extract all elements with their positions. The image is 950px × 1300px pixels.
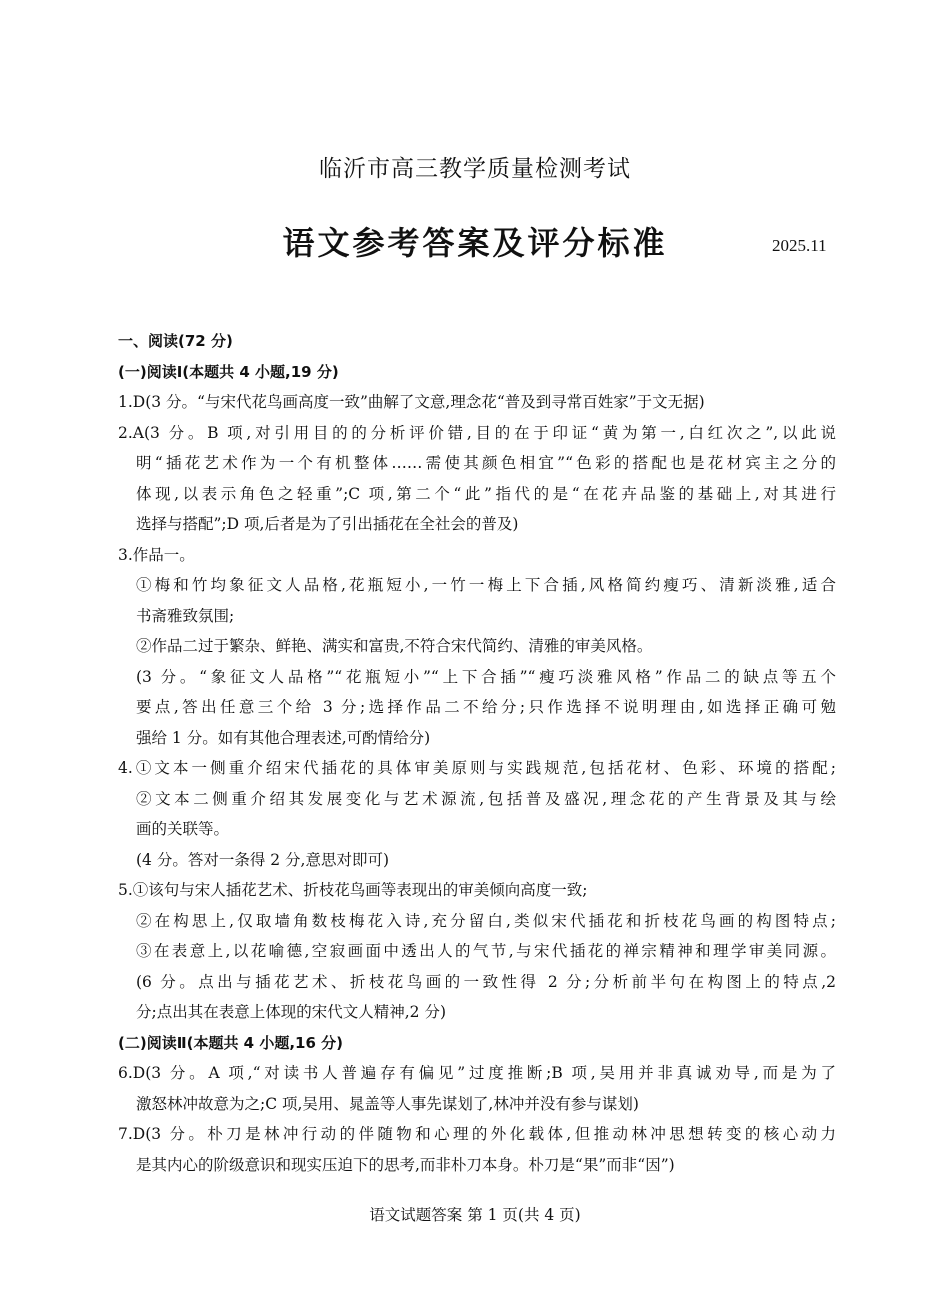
answer-line: 激怒林冲故意为之;C 项,吴用、晁盖等人事先谋划了,林冲并没有参与谋划): [136, 1094, 639, 1113]
answer-line: 是其内心的阶级意识和现实压迫下的思考,而非朴刀本身。朴刀是“果”而非“因”): [136, 1155, 675, 1174]
answer-line: 选择与搭配”;D 项,后者是为了引出插花在全社会的普及): [136, 515, 519, 533]
section-heading: 一、阅读(72 分): [118, 332, 233, 350]
subsection-heading: (二)阅读Ⅱ(本题共 4 小题,16 分): [118, 1033, 343, 1052]
exam-date: 2025.11: [772, 236, 827, 255]
answer-line: ②文本二侧重介绍其发展变化与艺术源流,包括普及盛况,理念花的产生背景及其与绘: [136, 789, 836, 808]
answer-line: 体现,以表示角色之轻重”;C 项,第二个“此”指代的是“在花卉品鉴的基础上,对其进行: [136, 484, 836, 503]
answer-line: 画的关联等。: [136, 820, 230, 838]
answer-line: 1.D(3 分。“与宋代花鸟画高度一致”曲解了文意,理念花“普及到寻常百姓家”于文无据): [118, 393, 705, 411]
answer-line: 4.①文本一侧重介绍宋代插花的具体审美原则与实践规范,包括花材、色彩、环境的搭配;: [118, 759, 836, 777]
answer-line: 2.A(3 分。B 项,对引用目的的分析评价错,目的在于印证“黄为第一,白红次之”,以此说: [118, 423, 836, 442]
answer-line: ②作品二过于繁杂、鲜艳、满实和富贵,不符合宋代简约、清雅的审美风格。: [136, 637, 653, 655]
answer-line: 5.①该句与宋人插花艺术、折枝花鸟画等表现出的审美倾向高度一致;: [118, 881, 588, 899]
page-footer: 语文试题答案 第 1 页(共 4 页): [369, 1206, 581, 1224]
page-title: 语文参考答案及评分标准: [282, 224, 668, 262]
scoring-note: (4 分。答对一条得 2 分,意思对即可): [136, 850, 390, 869]
scoring-note: (3 分。“象征文人品格”“花瓶短小”“上下合插”“瘦巧淡雅风格”作品二的缺点等五个: [136, 667, 836, 686]
scoring-note: 分;点出其在表意上体现的宋代文人精神,2 分): [136, 1003, 446, 1021]
answer-line: ②在构思上,仅取墙角数枝梅花入诗,充分留白,类似宋代插花和折枝花鸟画的构图特点;: [136, 911, 836, 930]
answer-line: 3.作品一。: [118, 545, 195, 564]
answer-body: [118, 326, 836, 1180]
answer-line: 6.D(3 分。A 项,“对读书人普遍存有偏见”过度推断;B 项,吴用并非真诚劝导,而是为了: [118, 1064, 836, 1082]
answer-line: 7.D(3 分。朴刀是林冲行动的伴随物和心理的外化载体,但推动林冲思想转变的核心动力: [118, 1125, 836, 1143]
scoring-note: (6 分。点出与插花艺术、折枝花鸟画的一致性得 2 分;分析前半句在构图上的特点,2: [136, 972, 836, 991]
scoring-note: 强给 1 分。如有其他合理表述,可酌情给分): [136, 728, 431, 747]
answer-line: 明“插花艺术作为一个有机整体……需使其颜色相宜”“色彩的搭配也是花材宾主之分的: [136, 454, 836, 472]
answer-line: ③在表意上,以花喻德,空寂画面中透出人的气节,与宋代插花的禅宗精神和理学审美同源。: [136, 942, 836, 960]
answer-line: ①梅和竹均象征文人品格,花瓶短小,一竹一梅上下合插,风格简约瘦巧、清新淡雅,适合: [136, 576, 836, 594]
subsection-heading: (一)阅读Ⅰ(本题共 4 小题,19 分): [118, 362, 339, 381]
exam-subtitle: 临沂市高三教学质量检测考试: [319, 156, 631, 182]
answer-line: 书斋雅致氛围;: [136, 606, 235, 625]
scoring-note: 要点,答出任意三个给 3 分;选择作品二不给分;只作选择不说明理由,如选择正确可勉: [136, 698, 836, 716]
